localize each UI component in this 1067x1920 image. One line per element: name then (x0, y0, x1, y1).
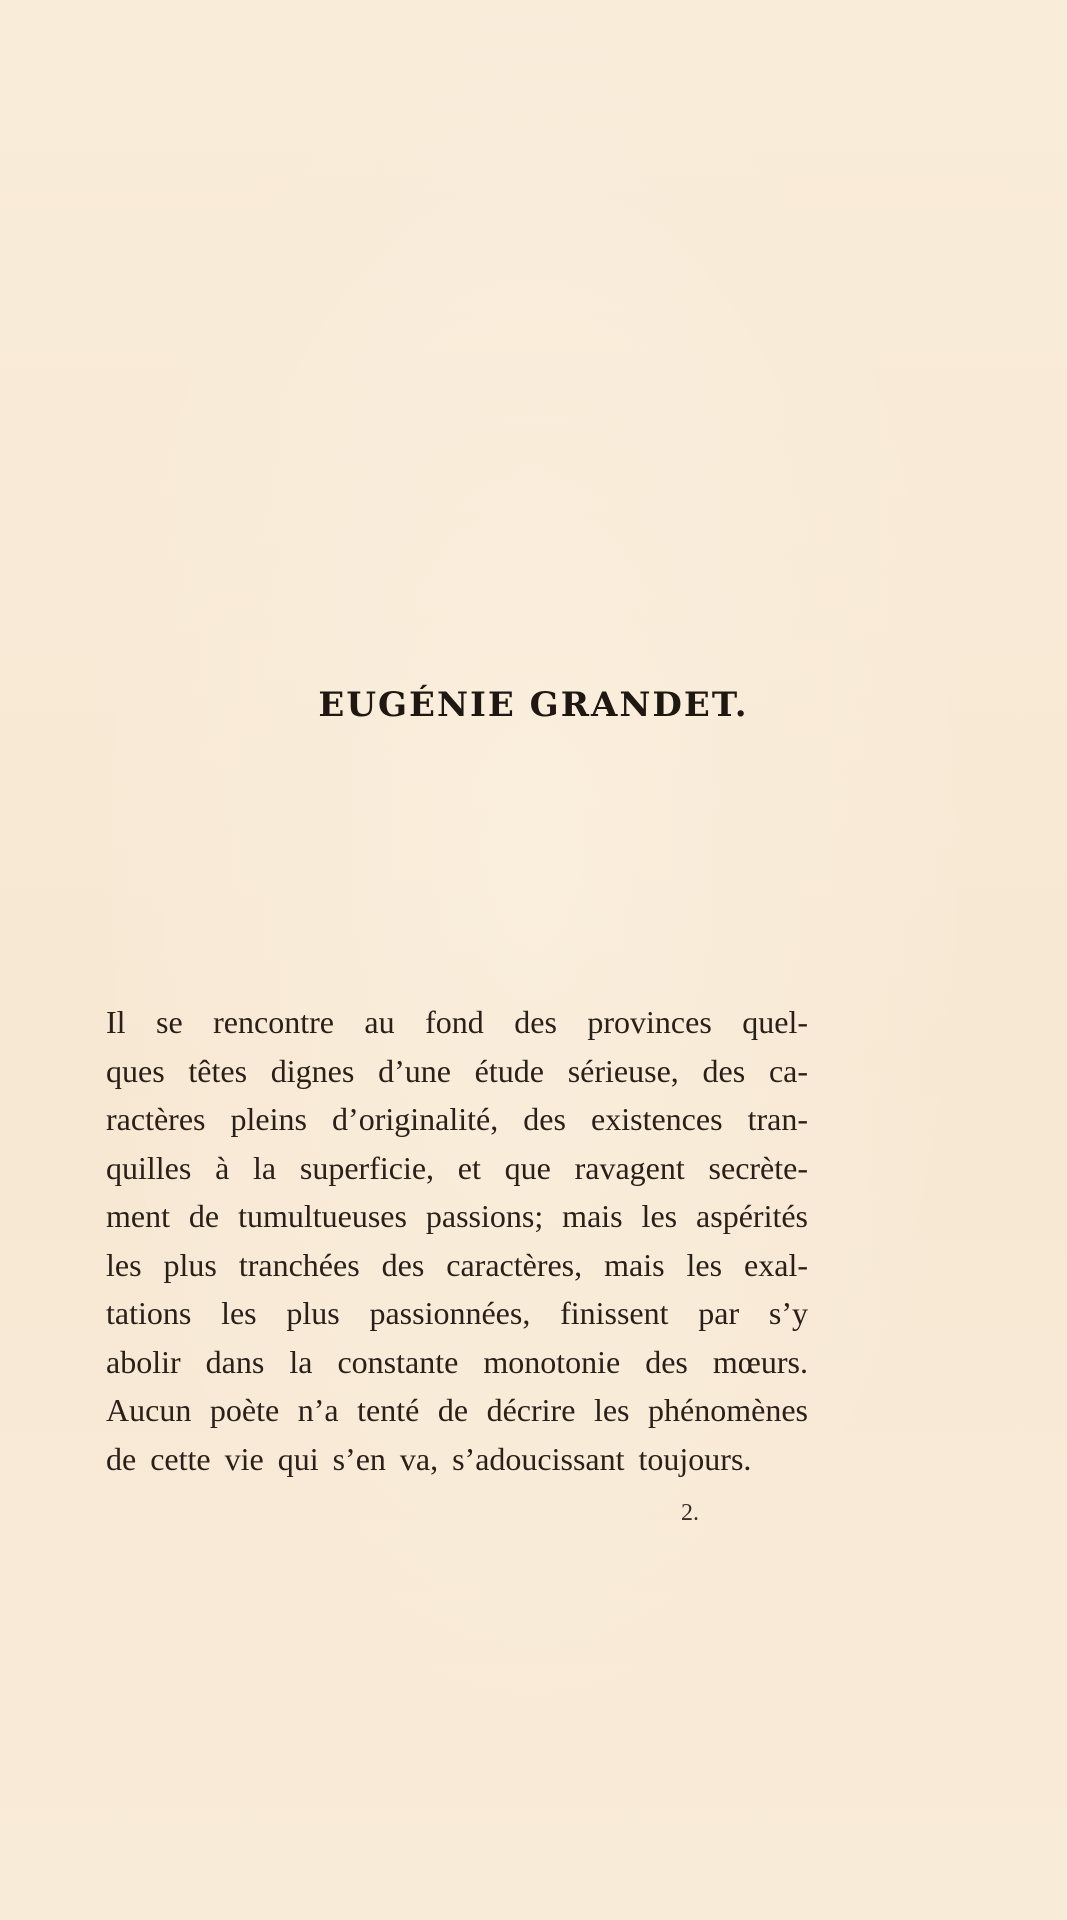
paragraph-line-5: ment de tumultueuses passions; mais les aspérités (106, 1198, 808, 1234)
paragraph-line-4: quilles à la superficie, et que ravagent secrète- (106, 1149, 808, 1186)
paragraph-line-2: ques têtes dignes d’une étude sérieuse, des ca- (106, 1052, 808, 1089)
paragraph-line-10: de cette vie qui s’en va, s’adoucissant toujours. (106, 1440, 752, 1477)
paragraph-line-9: Aucun poète n’a tenté de décrire les phénomènes (106, 1392, 808, 1428)
body-paragraph (106, 998, 808, 1483)
paragraph-line-8: abolir dans la constante monotonie des mœurs. (106, 1343, 808, 1380)
signature-mark: 2. (681, 1500, 699, 1526)
paragraph-line-7: tations les plus passionnées, finissent par s’y (106, 1295, 808, 1331)
bleed-through-text (100, 228, 812, 277)
paragraph-line-1: Il se rencontre au fond des provinces quel- (106, 1004, 808, 1040)
paragraph-line-6: les plus tranchées des caractères, mais les exal- (106, 1246, 808, 1283)
chapter-title: EUGÉNIE GRANDET. (318, 685, 749, 725)
paragraph-line-3: ractères pleins d’originalité, des existences tran- (106, 1101, 808, 1137)
